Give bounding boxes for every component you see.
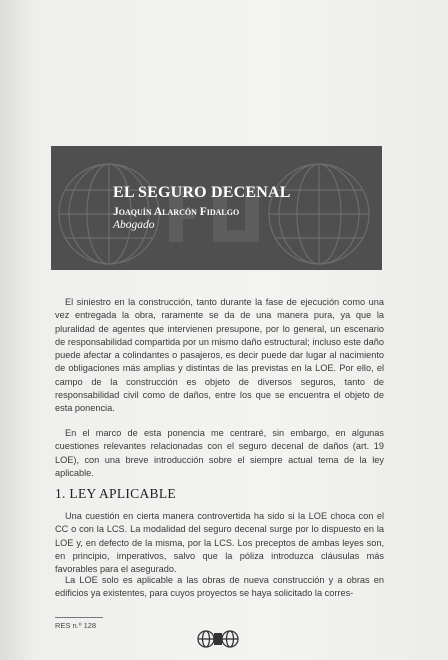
footer-rule [55,617,103,618]
article-author: Joaquín Alarcón Fidalgo [113,206,240,218]
footer-reference: RES n.º 128 [55,621,97,630]
publisher-logo-icon [197,627,239,651]
article-title: EL SEGURO DECENAL [113,184,291,201]
paragraph-scope: En el marco de esta ponencia me centraré, sin embargo, en algunas cuestiones relevantes relacionadas con el seguro decenal de daños (art. 19 LOE), con una breve introducción sobre el siempre actual tema de la ley aplicable. [55,428,384,478]
title-banner [51,146,382,270]
paragraph-section-1: Una cuestión en cierta manera controvertida ha sido si la LOE choca con el CC o con la LCS. La modalidad del seguro decenal surge por lo dispuesto en la LOE y, en defecto de la misma, por la LCS. Los preceptos de ambas leyes son, en principio, imperativos, salvo que la póliza introduzca cláusulas más favorables para el asegurado. [55,511,384,575]
paragraph-intro: El siniestro en la construcción, tanto durante la fase de ejecución como una vez entregada la obra, raramente se da de una manera pura, ya que la pluralidad de agentes que intervienen presupone, por lo general, un escenario de responsabilidad compartida por un mismo daño estructural; incluso este daño puede afectar a colindantes o pasajeros, es decir puede dar lugar al nacimiento de obligaciones más amplias y distintas de las previstas en la LOE. Por ello, el campo de la construcción es objeto de diversos seguros, tanto de responsabilidad civil como de daños, entre los que se encuentra el objeto de esta ponencia. [55,297,384,414]
section-heading: 1. LEY APLICABLE [55,486,176,501]
author-role: Abogado [113,219,155,231]
article-heading-block [113,184,291,231]
paragraph-section-2: La LOE solo es aplicable a las obras de nueva construcción y a obras en edificios ya existentes, para cuyos proyectos se haya solicitado la corres- [55,575,384,599]
